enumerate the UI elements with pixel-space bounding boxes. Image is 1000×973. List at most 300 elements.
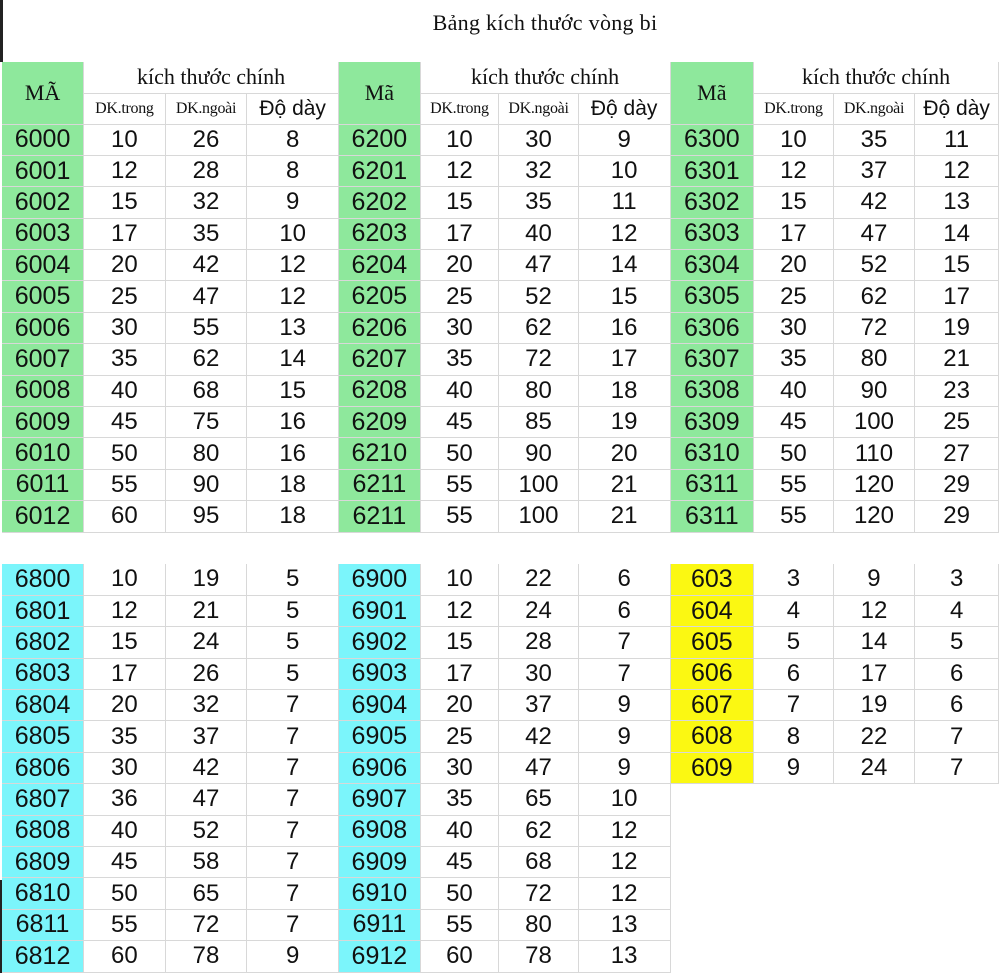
inner-diameter: 10 xyxy=(84,564,166,595)
thickness: 7 xyxy=(247,815,339,846)
thickness: 10 xyxy=(578,155,670,186)
inner-diameter-header: DK.trong xyxy=(84,93,166,124)
table-row xyxy=(2,375,999,406)
thickness: 12 xyxy=(247,250,339,281)
outer-diameter: 12 xyxy=(833,595,915,626)
inner-diameter: 35 xyxy=(754,344,834,375)
outer-diameter: 80 xyxy=(165,438,247,469)
empty-cell xyxy=(915,784,999,815)
main-size-header: kích thước chính xyxy=(84,62,339,93)
empty-cell xyxy=(670,941,754,972)
inner-diameter: 3 xyxy=(754,564,834,595)
page-title: Bảng kích thước vòng bi xyxy=(432,10,658,35)
bearing-code: 6210 xyxy=(339,438,421,469)
outer-diameter: 47 xyxy=(833,218,915,249)
thickness: 3 xyxy=(915,564,999,595)
bearing-code: 6207 xyxy=(339,344,421,375)
outer-diameter: 90 xyxy=(833,375,915,406)
inner-diameter: 45 xyxy=(84,847,166,878)
inner-diameter: 50 xyxy=(420,878,499,909)
inner-diameter: 20 xyxy=(420,690,499,721)
thickness: 23 xyxy=(915,375,999,406)
outer-diameter: 52 xyxy=(833,250,915,281)
bearing-code: 6810 xyxy=(2,878,84,909)
bearing-code: 6811 xyxy=(2,909,84,940)
inner-diameter: 30 xyxy=(754,312,834,343)
thickness: 10 xyxy=(578,784,670,815)
inner-diameter: 10 xyxy=(420,124,499,155)
inner-diameter: 55 xyxy=(420,909,499,940)
bearing-code: 6209 xyxy=(339,407,421,438)
main-size-header: kích thước chính xyxy=(420,62,670,93)
thickness: 18 xyxy=(247,469,339,500)
thickness: 9 xyxy=(578,721,670,752)
bearing-code: 6303 xyxy=(670,218,754,249)
empty-cell xyxy=(670,909,754,940)
bearing-code: 606 xyxy=(670,658,754,689)
bearing-code: 6805 xyxy=(2,721,84,752)
thickness: 25 xyxy=(915,407,999,438)
main-size-header: kích thước chính xyxy=(754,62,999,93)
empty-cell xyxy=(833,941,915,972)
outer-diameter: 32 xyxy=(165,690,247,721)
table-row xyxy=(2,878,999,909)
bearing-code: 6904 xyxy=(339,690,421,721)
bearing-code: 6012 xyxy=(2,501,84,532)
empty-cell xyxy=(754,815,834,846)
thickness: 7 xyxy=(578,627,670,658)
inner-diameter: 7 xyxy=(754,690,834,721)
thickness: 17 xyxy=(915,281,999,312)
bearing-code: 6300 xyxy=(670,124,754,155)
bearing-code: 6311 xyxy=(670,469,754,500)
thickness: 8 xyxy=(247,155,339,186)
inner-diameter: 45 xyxy=(754,407,834,438)
inner-diameter: 17 xyxy=(420,658,499,689)
outer-diameter: 47 xyxy=(165,281,247,312)
thickness: 4 xyxy=(915,595,999,626)
empty-cell xyxy=(915,878,999,909)
empty-cell xyxy=(670,815,754,846)
bearing-code: 6205 xyxy=(339,281,421,312)
outer-diameter: 19 xyxy=(165,564,247,595)
code-column-header: Mã xyxy=(670,62,754,124)
bearing-code: 6006 xyxy=(2,312,84,343)
bearing-code: 6901 xyxy=(339,595,421,626)
outer-diameter: 32 xyxy=(165,187,247,218)
empty-cell xyxy=(833,784,915,815)
thickness: 11 xyxy=(578,187,670,218)
table-row xyxy=(2,627,999,658)
table-row xyxy=(2,595,999,626)
outer-diameter: 62 xyxy=(833,281,915,312)
thickness: 17 xyxy=(578,344,670,375)
thickness: 6 xyxy=(578,564,670,595)
thickness: 7 xyxy=(247,909,339,940)
thickness: 29 xyxy=(915,469,999,500)
inner-diameter: 50 xyxy=(84,878,166,909)
bearing-code: 6308 xyxy=(670,375,754,406)
bearing-code: 6004 xyxy=(2,250,84,281)
bearing-code: 6311 xyxy=(670,501,754,532)
outer-diameter: 22 xyxy=(499,564,579,595)
thickness: 16 xyxy=(247,438,339,469)
bearing-code: 6907 xyxy=(339,784,421,815)
inner-diameter: 10 xyxy=(420,564,499,595)
outer-diameter: 72 xyxy=(833,312,915,343)
thickness: 29 xyxy=(915,501,999,532)
outer-diameter: 62 xyxy=(499,312,579,343)
thickness: 21 xyxy=(578,501,670,532)
outer-diameter: 19 xyxy=(833,690,915,721)
outer-diameter: 65 xyxy=(499,784,579,815)
inner-diameter: 12 xyxy=(420,155,499,186)
thickness: 12 xyxy=(578,847,670,878)
bearing-code: 608 xyxy=(670,721,754,752)
thickness: 5 xyxy=(247,595,339,626)
empty-cell xyxy=(915,815,999,846)
inner-diameter: 15 xyxy=(84,187,166,218)
empty-cell xyxy=(915,941,999,972)
thickness: 6 xyxy=(915,690,999,721)
empty-cell xyxy=(915,909,999,940)
thickness: 7 xyxy=(247,752,339,783)
bearing-code: 6003 xyxy=(2,218,84,249)
inner-diameter: 30 xyxy=(420,752,499,783)
thickness-header: Độ dày xyxy=(578,93,670,124)
bearing-code: 6803 xyxy=(2,658,84,689)
inner-diameter: 55 xyxy=(84,909,166,940)
thickness: 13 xyxy=(915,187,999,218)
empty-cell xyxy=(754,878,834,909)
empty-cell xyxy=(670,878,754,909)
inner-diameter: 25 xyxy=(754,281,834,312)
inner-diameter-header: DK.trong xyxy=(420,93,499,124)
top-size-table xyxy=(2,62,999,533)
bearing-code: 6801 xyxy=(2,595,84,626)
bearing-code: 607 xyxy=(670,690,754,721)
bearing-code: 6808 xyxy=(2,815,84,846)
bearing-code: 6005 xyxy=(2,281,84,312)
bearing-code: 6309 xyxy=(670,407,754,438)
inner-diameter: 35 xyxy=(84,721,166,752)
thickness: 21 xyxy=(915,344,999,375)
table-row xyxy=(2,469,999,500)
outer-diameter: 62 xyxy=(165,344,247,375)
bearing-code: 604 xyxy=(670,595,754,626)
outer-diameter: 110 xyxy=(833,438,915,469)
outer-diameter: 100 xyxy=(833,407,915,438)
thickness: 11 xyxy=(915,124,999,155)
inner-diameter: 25 xyxy=(420,721,499,752)
outer-diameter: 72 xyxy=(499,344,579,375)
bearing-code: 6800 xyxy=(2,564,84,595)
empty-cell xyxy=(754,909,834,940)
bearing-code: 6305 xyxy=(670,281,754,312)
thickness: 7 xyxy=(578,658,670,689)
inner-diameter: 20 xyxy=(84,250,166,281)
outer-diameter: 35 xyxy=(833,124,915,155)
thickness: 10 xyxy=(247,218,339,249)
outer-diameter: 68 xyxy=(499,847,579,878)
bearing-code: 6908 xyxy=(339,815,421,846)
inner-diameter: 12 xyxy=(84,595,166,626)
bearing-code: 6204 xyxy=(339,250,421,281)
thickness: 15 xyxy=(915,250,999,281)
outer-diameter: 28 xyxy=(499,627,579,658)
outer-diameter: 9 xyxy=(833,564,915,595)
empty-cell xyxy=(754,941,834,972)
inner-diameter: 8 xyxy=(754,721,834,752)
bearing-code: 6001 xyxy=(2,155,84,186)
inner-diameter: 60 xyxy=(84,501,166,532)
outer-diameter: 80 xyxy=(499,909,579,940)
outer-diameter-header: DK.ngoài xyxy=(833,93,915,124)
outer-diameter: 37 xyxy=(833,155,915,186)
bearing-code: 6206 xyxy=(339,312,421,343)
thickness: 18 xyxy=(247,501,339,532)
bearing-code: 6910 xyxy=(339,878,421,909)
outer-diameter: 100 xyxy=(499,469,579,500)
header-row-group xyxy=(2,62,999,93)
inner-diameter: 45 xyxy=(420,847,499,878)
inner-diameter: 45 xyxy=(420,407,499,438)
thickness: 12 xyxy=(915,155,999,186)
thickness: 9 xyxy=(578,690,670,721)
bearing-code: 6007 xyxy=(2,344,84,375)
bearing-code: 603 xyxy=(670,564,754,595)
inner-diameter: 35 xyxy=(84,344,166,375)
bearing-code: 6307 xyxy=(670,344,754,375)
inner-diameter: 17 xyxy=(420,218,499,249)
empty-cell xyxy=(833,815,915,846)
inner-diameter: 30 xyxy=(420,312,499,343)
inner-diameter: 17 xyxy=(84,218,166,249)
table-row xyxy=(2,847,999,878)
table-row xyxy=(2,501,999,532)
bearing-code: 609 xyxy=(670,752,754,783)
empty-cell xyxy=(754,847,834,878)
thickness: 7 xyxy=(247,847,339,878)
thickness: 9 xyxy=(247,187,339,218)
thickness: 7 xyxy=(247,784,339,815)
thickness: 5 xyxy=(247,627,339,658)
bearing-code: 6903 xyxy=(339,658,421,689)
inner-diameter: 55 xyxy=(84,469,166,500)
table-row xyxy=(2,407,999,438)
thickness: 9 xyxy=(578,752,670,783)
outer-diameter: 62 xyxy=(499,815,579,846)
outer-diameter: 30 xyxy=(499,658,579,689)
inner-diameter: 15 xyxy=(84,627,166,658)
outer-diameter: 42 xyxy=(833,187,915,218)
bearing-code: 6900 xyxy=(339,564,421,595)
inner-diameter: 17 xyxy=(754,218,834,249)
table-row xyxy=(2,281,999,312)
thickness: 12 xyxy=(578,878,670,909)
inner-diameter: 50 xyxy=(754,438,834,469)
thickness: 21 xyxy=(578,469,670,500)
inner-diameter: 20 xyxy=(420,250,499,281)
bearing-code: 6211 xyxy=(339,469,421,500)
bearing-code: 6905 xyxy=(339,721,421,752)
thickness: 18 xyxy=(578,375,670,406)
outer-diameter: 17 xyxy=(833,658,915,689)
table-row xyxy=(2,815,999,846)
outer-diameter: 85 xyxy=(499,407,579,438)
bearing-code: 6802 xyxy=(2,627,84,658)
outer-diameter: 14 xyxy=(833,627,915,658)
outer-diameter: 21 xyxy=(165,595,247,626)
outer-diameter: 35 xyxy=(165,218,247,249)
bearing-code: 6002 xyxy=(2,187,84,218)
bearing-code: 6911 xyxy=(339,909,421,940)
bearing-code: 6200 xyxy=(339,124,421,155)
outer-diameter: 120 xyxy=(833,469,915,500)
thickness: 9 xyxy=(247,941,339,972)
outer-diameter: 24 xyxy=(165,627,247,658)
bottom-size-table xyxy=(2,564,999,973)
outer-diameter: 52 xyxy=(499,281,579,312)
thickness: 5 xyxy=(247,564,339,595)
outer-diameter: 52 xyxy=(165,815,247,846)
thickness: 19 xyxy=(578,407,670,438)
table-row xyxy=(2,438,999,469)
empty-cell xyxy=(670,847,754,878)
thickness-header: Độ dày xyxy=(247,93,339,124)
inner-diameter: 30 xyxy=(84,752,166,783)
outer-diameter: 42 xyxy=(165,752,247,783)
thickness: 20 xyxy=(578,438,670,469)
thickness: 12 xyxy=(247,281,339,312)
outer-diameter: 24 xyxy=(833,752,915,783)
table-row xyxy=(2,941,999,972)
bearing-code: 6304 xyxy=(670,250,754,281)
empty-cell xyxy=(754,784,834,815)
inner-diameter: 6 xyxy=(754,658,834,689)
inner-diameter: 5 xyxy=(754,627,834,658)
thickness: 5 xyxy=(247,658,339,689)
thickness: 7 xyxy=(247,690,339,721)
table-row xyxy=(2,344,999,375)
bearing-code: 6000 xyxy=(2,124,84,155)
inner-diameter: 15 xyxy=(420,187,499,218)
outer-diameter: 68 xyxy=(165,375,247,406)
thickness: 9 xyxy=(578,124,670,155)
inner-diameter: 40 xyxy=(754,375,834,406)
inner-diameter: 60 xyxy=(84,941,166,972)
bearing-code: 6301 xyxy=(670,155,754,186)
outer-diameter: 42 xyxy=(165,250,247,281)
outer-diameter: 30 xyxy=(499,124,579,155)
table-row xyxy=(2,721,999,752)
empty-cell xyxy=(915,847,999,878)
outer-diameter: 80 xyxy=(499,375,579,406)
inner-diameter: 55 xyxy=(420,469,499,500)
table-row xyxy=(2,187,999,218)
inner-diameter: 40 xyxy=(84,375,166,406)
table-row xyxy=(2,690,999,721)
bearing-code: 6306 xyxy=(670,312,754,343)
empty-cell xyxy=(833,878,915,909)
code-column-header: MÃ xyxy=(2,62,84,124)
thickness: 7 xyxy=(247,878,339,909)
bearing-code: 6011 xyxy=(2,469,84,500)
thickness: 13 xyxy=(247,312,339,343)
inner-diameter: 30 xyxy=(84,312,166,343)
thickness: 12 xyxy=(578,218,670,249)
outer-diameter: 37 xyxy=(165,721,247,752)
thickness: 15 xyxy=(578,281,670,312)
bearing-code: 6208 xyxy=(339,375,421,406)
outer-diameter: 72 xyxy=(165,909,247,940)
outer-diameter: 78 xyxy=(165,941,247,972)
thickness: 6 xyxy=(915,658,999,689)
inner-diameter: 40 xyxy=(420,815,499,846)
outer-diameter: 42 xyxy=(499,721,579,752)
inner-diameter: 20 xyxy=(84,690,166,721)
outer-diameter: 47 xyxy=(165,784,247,815)
thickness-header: Độ dày xyxy=(915,93,999,124)
bearing-code: 6009 xyxy=(2,407,84,438)
outer-diameter: 35 xyxy=(499,187,579,218)
bearing-code: 6807 xyxy=(2,784,84,815)
table-row xyxy=(2,218,999,249)
outer-diameter: 90 xyxy=(499,438,579,469)
table-row xyxy=(2,564,999,595)
thickness: 13 xyxy=(578,941,670,972)
empty-cell xyxy=(670,784,754,815)
inner-diameter: 20 xyxy=(754,250,834,281)
thickness: 14 xyxy=(915,218,999,249)
outer-diameter: 22 xyxy=(833,721,915,752)
inner-diameter-header: DK.trong xyxy=(754,93,834,124)
thickness: 14 xyxy=(247,344,339,375)
bearing-code: 6809 xyxy=(2,847,84,878)
table-row xyxy=(2,155,999,186)
outer-diameter: 120 xyxy=(833,501,915,532)
inner-diameter: 35 xyxy=(420,344,499,375)
outer-diameter: 40 xyxy=(499,218,579,249)
thickness: 7 xyxy=(915,752,999,783)
bearing-code: 6201 xyxy=(339,155,421,186)
bearing-code: 6203 xyxy=(339,218,421,249)
thickness: 14 xyxy=(578,250,670,281)
table-row xyxy=(2,909,999,940)
table-row xyxy=(2,784,999,815)
bearing-code: 6302 xyxy=(670,187,754,218)
bearing-code: 6909 xyxy=(339,847,421,878)
inner-diameter: 55 xyxy=(754,501,834,532)
outer-diameter-header: DK.ngoài xyxy=(165,93,247,124)
inner-diameter: 40 xyxy=(84,815,166,846)
bearing-code: 6310 xyxy=(670,438,754,469)
inner-diameter: 50 xyxy=(420,438,499,469)
empty-cell xyxy=(833,909,915,940)
thickness: 16 xyxy=(247,407,339,438)
table-row xyxy=(2,312,999,343)
code-column-header: Mã xyxy=(339,62,421,124)
inner-diameter: 10 xyxy=(754,124,834,155)
thickness: 8 xyxy=(247,124,339,155)
outer-diameter: 58 xyxy=(165,847,247,878)
outer-diameter: 47 xyxy=(499,752,579,783)
outer-diameter: 95 xyxy=(165,501,247,532)
bearing-code: 6202 xyxy=(339,187,421,218)
thickness: 5 xyxy=(915,627,999,658)
inner-diameter: 15 xyxy=(754,187,834,218)
bearing-code: 6806 xyxy=(2,752,84,783)
